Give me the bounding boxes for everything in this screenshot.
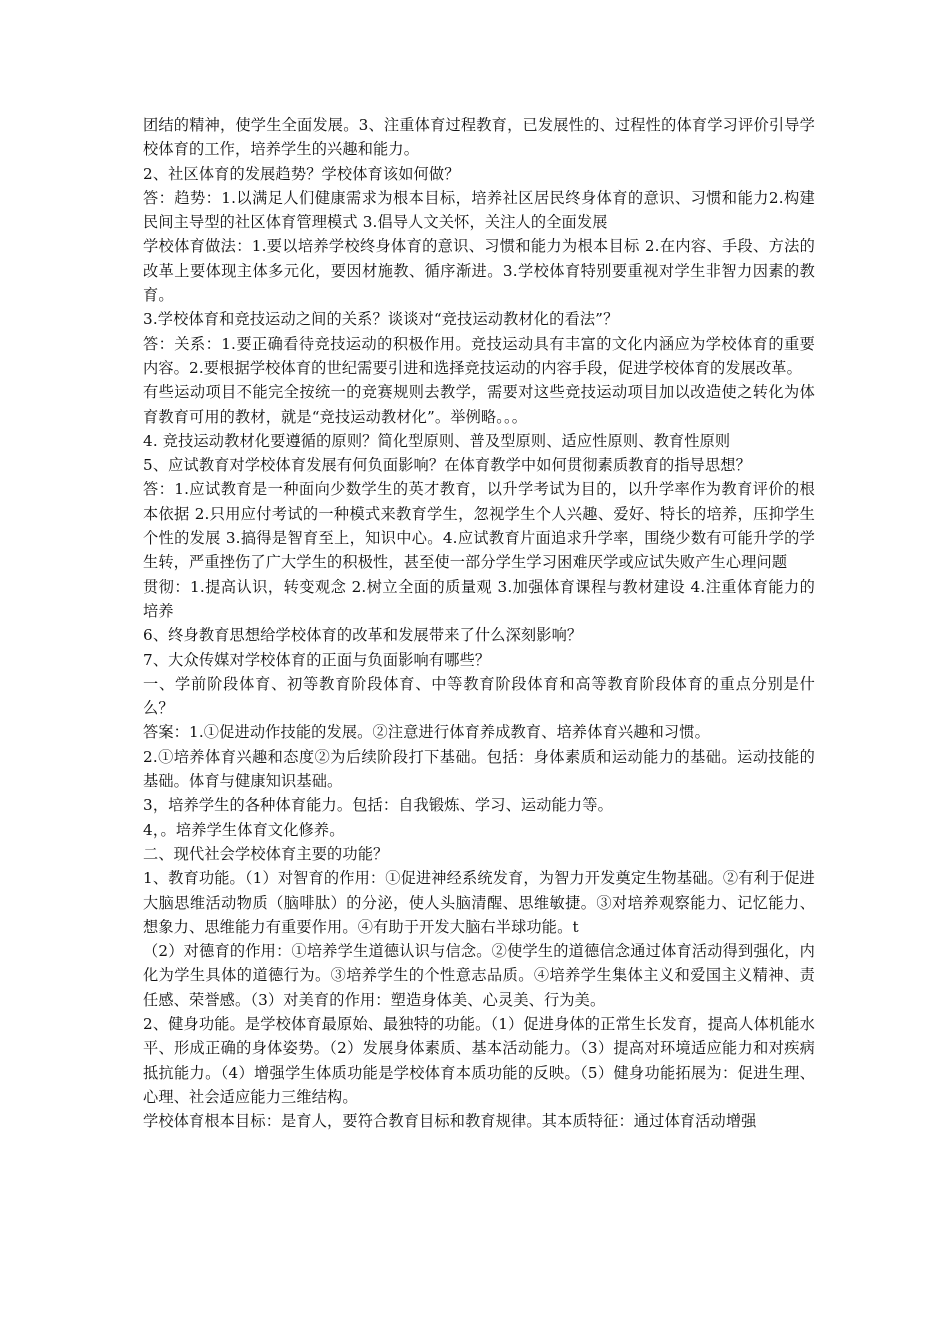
question: 3.学校体育和竞技运动之间的关系？谈谈对“竞技运动教材化的看法”？ [143,310,619,329]
question: 一、学前阶段体育、初等教育阶段体育、中等教育阶段体育和高等教育阶段体育的重点分别是什么？ [143,674,815,718]
paragraph: 1、教育功能。（1）对智育的作用：①促进神经系统发育，为智力开发奠定生物基础。②有利于促进大脑思维活动物质（脑啡肽）的分泌，使人头脑清醒、思维敏捷。③对培养观察能力、记忆能力、想象力、思维能力有重要作用。④有助于开发大脑右半球功能。t [143,869,815,936]
paragraph: （2）对德育的作用：①培养学生道德认识与信念。②使学生的道德信念通过体育活动得到强化，内化为学生具体的道德行为。③培养学生的个性意志品质。④培养学生集体主义和爱国主义精神、责任感、荣誉感。（3）对美育的作用：塑造身体美、心灵美、行为美。 [143,942,815,1009]
paragraph: 答：关系：1.要正确看待竞技运动的积极作用。竞技运动具有丰富的文化内涵应为学校体育的重要内容。2.要根据学校体育的世纪需要引进和选择竞技运动的内容手段，促进学校体育的发展改革。 [143,334,815,377]
paragraph: 答案：1.①促进动作技能的发展。②注意进行体育养成教育、培养体育兴趣和习惯。 [143,723,710,742]
document-body [143,113,815,1133]
question: 5、应试教育对学校体育发展有何负面影响？在体育教学中如何贯彻素质教育的指导思想？ [143,456,751,475]
question: 7、大众传媒对学校体育的正面与负面影响有哪些？ [143,650,491,669]
question: 二、现代社会学校体育主要的功能？ [143,844,389,863]
paragraph: 有些运动项目不能完全按统一的竞赛规则去教学，需要对这些竞技运动项目加以改造使之转化为体育教育可用的教材，就是“竞技运动教材化”。举例略。。。 [143,383,815,426]
paragraph: 学校体育根本目标：是育人，要符合教育目标和教育规律。其本质特征：通过体育活动增强 [143,1112,757,1131]
paragraph: 答：1.应试教育是一种面向少数学生的英才教育，以升学考试为目的，以升学率作为教育评价的根本依据 2.只用应付考试的一种模式来教育学生，忽视学生个人兴趣、爱好、特长的培养，压抑学生个性的发展 3.搞得是智育至上，知识中心。4.应试教育片面追求升学率，围绕少数有可能升学的学生转，严重挫伤了广大学生的积极性，甚至使一部分学生学习困难厌学或应试失败产生心理问题 [143,480,815,572]
paragraph: 团结的精神，使学生全面发展。3、注重体育过程教育，已发展性的、过程性的体育学习评价引导学校体育的工作，培养学生的兴趣和能力。 [143,116,815,159]
paragraph: 2.①培养体育兴趣和态度②为后续阶段打下基础。包括：身体素质和运动能力的基础。运动技能的基础。体育与健康知识基础。 [143,747,815,791]
paragraph: 贯彻：1.提高认识，转变观念 2.树立全面的质量观 3.加强体育课程与教材建设 4.注重体育能力的培养 [143,577,815,620]
question: 2、社区体育的发展趋势？学校体育该如何做？ [143,164,460,183]
paragraph: 4，。培养学生体育文化修养。 [143,820,345,839]
paragraph: 3，培养学生的各种体育能力。包括：自我锻炼、学习、运动能力等。 [143,796,613,815]
question: 4. 竞技运动教材化要遵循的原则？简化型原则、普及型原则、适应性原则、教育性原则 [143,431,731,450]
paragraph: 2、健身功能。是学校体育最原始、最独特的功能。（1）促进身体的正常生长发育，提高人体机能水平、形成正确的身体姿势。（2）发展身体素质、基本活动能力。（3）提高对环境适应能力和对疾病抵抗能力。（4）增强学生体质功能是学校体育本质功能的反映。（5）健身功能拓展为：促进生理、心理、社会适应能力三维结构。 [143,1014,815,1106]
paragraph: 答：趋势：1.以满足人们健康需求为根本目标，培养社区居民终身体育的意识、习惯和能力2.构建民间主导型的社区体育管理模式 3.倡导人文关怀，关注人的全面发展 [143,188,815,232]
paragraph: 学校体育做法：1.要以培养学校终身体育的意识、习惯和能力为根本目标 2.在内容、手段、方法的改革上要体现主体多元化，要因材施教、循序渐进。3.学校体育特别要重视对学生非智力因素的教育。 [143,237,815,305]
question: 6、终身教育思想给学校体育的改革和发展带来了什么深刻影响？ [143,626,583,645]
